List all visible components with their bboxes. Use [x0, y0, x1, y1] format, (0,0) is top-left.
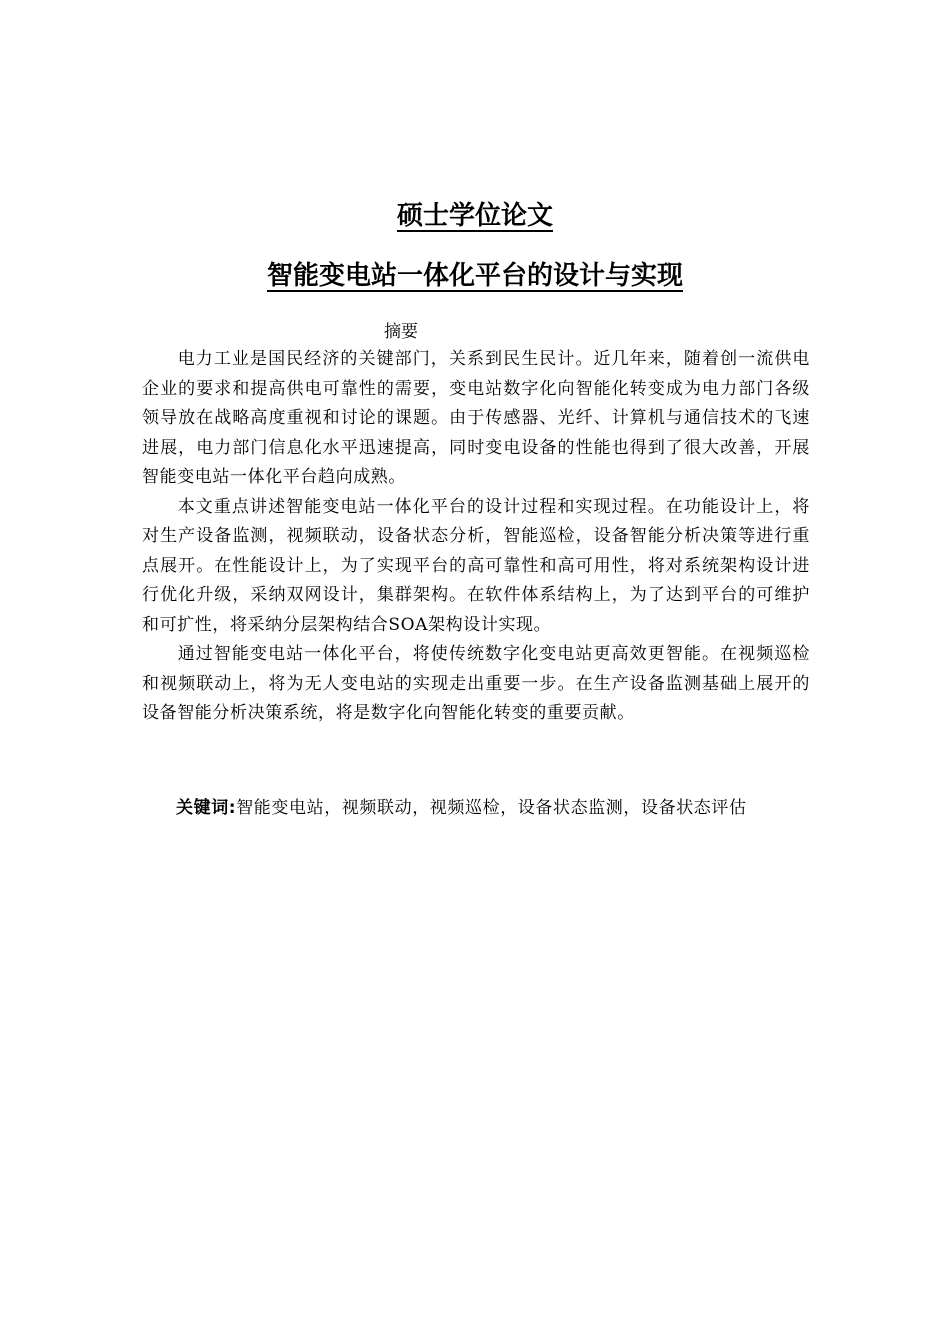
degree-type-heading — [0, 196, 950, 236]
thesis-title — [0, 256, 950, 296]
keywords-text: 智能变电站，视频联动，视频巡检，设备状态监测，设备状态评估 — [236, 798, 747, 818]
thesis-title-text: 智能变电站一体化平台的设计与实现 — [266, 261, 683, 291]
abstract-paragraph-2: 本文重点讲述智能变电站一体化平台的设计过程和实现过程。在功能设计上，将对生产设备监测，视频联动，设备状态分析，智能巡检，设备智能分析决策等进行重点展开。在性能设计上，为了实现平台的高可靠性和高可用性，将对系统架构设计进行优化升级，采纳双网设计，集群架构。在软件体系结构上，为了达到平台的可维护和可扩性，将采纳分层架构结合SOA架构设计实现。 — [142, 496, 810, 635]
abstract-paragraph-1: 电力工业是国民经济的关键部门，关系到民生民计。近几年来，随着创一流供电企业的要求和提高供电可靠性的需要，变电站数字化向智能化转变成为电力部门各级领导放在战略高度重视和讨论的课题。由于传感器、光纤、计算机与通信技术的飞速进展，电力部门信息化水平迅速提高，同时变电设备的性能也得到了很大改善，开展智能变电站一体化平台趋向成熟。 — [142, 349, 810, 487]
abstract-paragraph-3: 通过智能变电站一体化平台，将使传统数字化变电站更高效更智能。在视频巡检和视频联动上，将为无人变电站的实现走出重要一步。在生产设备监测基础上展开的设备智能分析决策系统，将是数字化向智能化转变的重要贡献。 — [142, 644, 810, 723]
abstract-heading: 摘要 — [384, 322, 418, 342]
abstract-body — [142, 345, 810, 729]
keywords-line — [176, 794, 816, 822]
degree-type-text: 硕士学位论文 — [396, 201, 553, 231]
keywords-label: 关键词: — [176, 798, 237, 818]
